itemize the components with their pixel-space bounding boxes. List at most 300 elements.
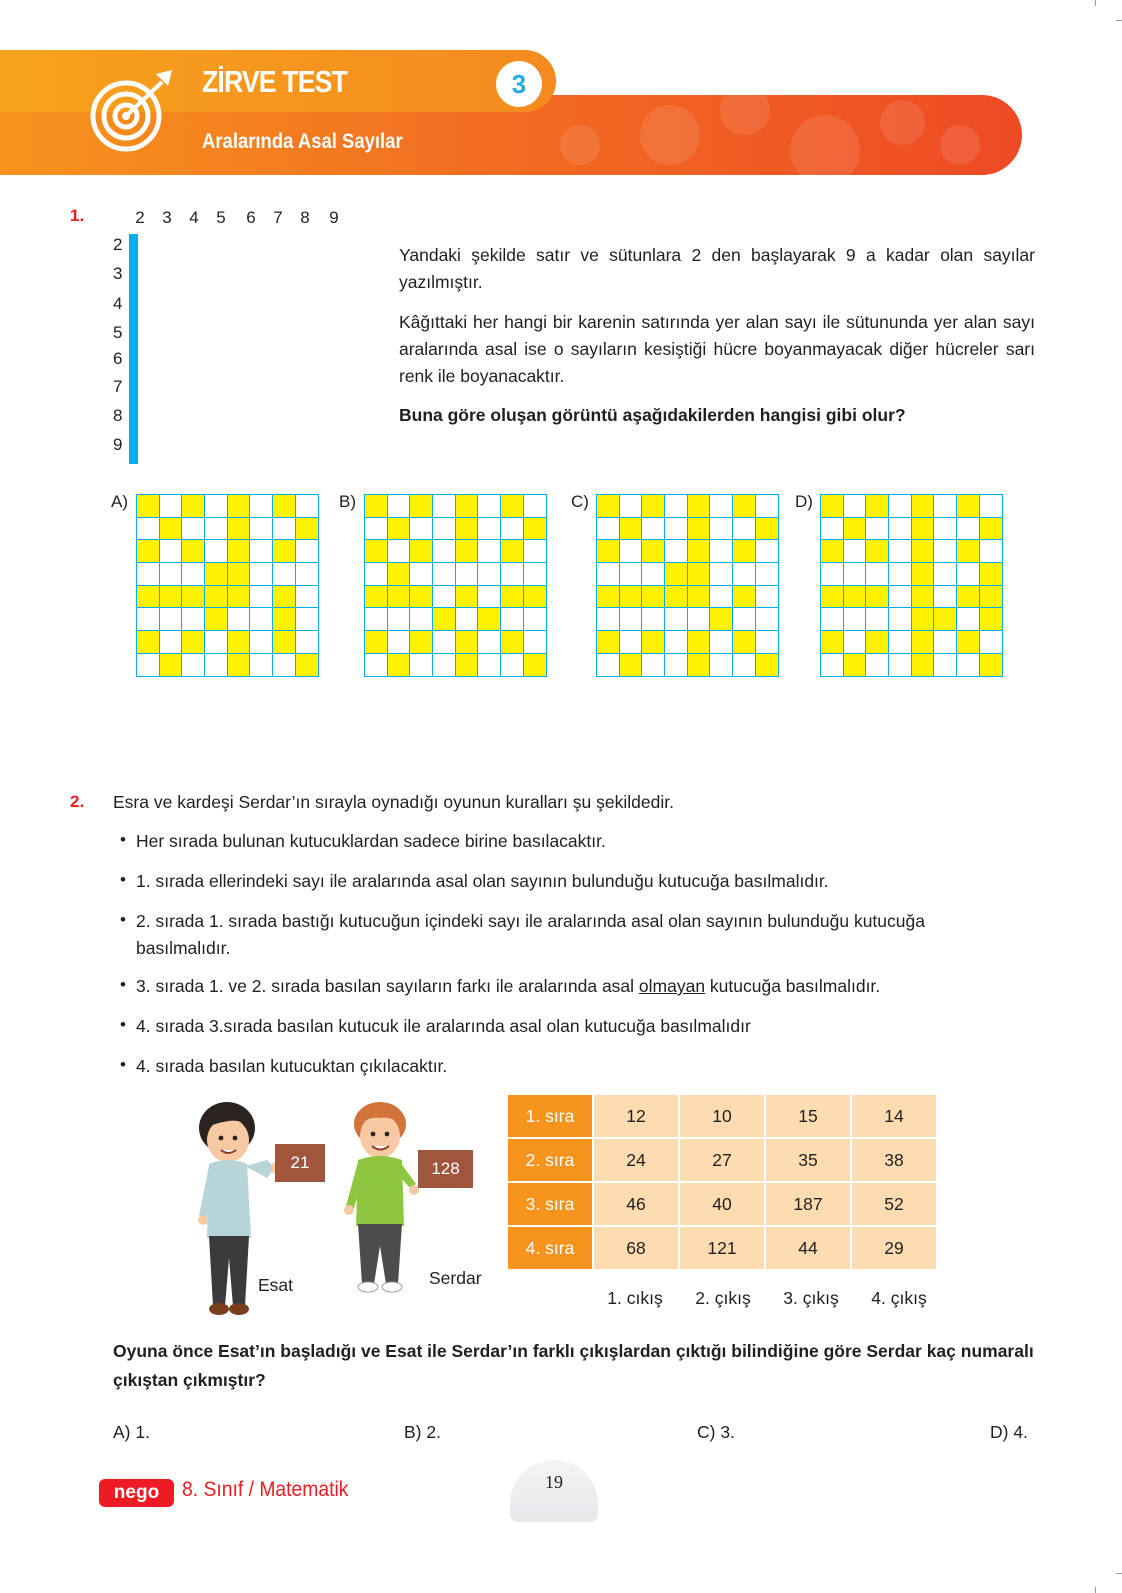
grid-row: [137, 631, 319, 654]
row-label: 4. sıra: [507, 1226, 593, 1270]
white-cell: [755, 563, 778, 586]
white-cell: [821, 563, 844, 586]
test-subtitle: Aralarında Asal Sayılar: [202, 130, 403, 153]
yellow-cell: [866, 540, 889, 563]
white-cell: [710, 540, 733, 563]
question-1-number: 1.: [70, 206, 85, 225]
number-box[interactable]: 29: [851, 1226, 937, 1270]
rule-4-underlined-word: olmayan: [638, 976, 706, 996]
white-cell: [733, 563, 756, 586]
yellow-cell: [911, 563, 934, 586]
yellow-cell: [273, 495, 296, 518]
yellow-cell: [733, 540, 756, 563]
grid-row: [130, 349, 138, 378]
yellow-cell: [821, 631, 844, 654]
grid-row: [130, 292, 138, 321]
white-cell: [523, 540, 546, 563]
esat-name: Esat: [258, 1275, 294, 1295]
white-cell: [642, 517, 665, 540]
grid-row: [821, 608, 1003, 631]
white-cell: [957, 653, 980, 676]
white-cell: [250, 563, 273, 586]
yellow-cell: [227, 585, 250, 608]
grid-row: [597, 585, 779, 608]
grid-cell: [137, 292, 138, 321]
crop-mark: [1116, 20, 1122, 21]
yellow-cell: [843, 653, 866, 676]
white-cell: [843, 540, 866, 563]
white-cell: [295, 631, 318, 654]
yellow-cell: [501, 631, 524, 654]
grid-row: [130, 377, 138, 406]
esat-number-card: 21: [275, 1144, 325, 1182]
column-number: 5: [216, 208, 226, 227]
white-cell: [934, 540, 957, 563]
yellow-cell: [227, 563, 250, 586]
white-cell: [433, 563, 456, 586]
number-box[interactable]: 40: [679, 1182, 765, 1226]
grid-row: [137, 495, 319, 518]
yellow-cell: [365, 585, 388, 608]
yellow-cell: [295, 517, 318, 540]
white-cell: [821, 653, 844, 676]
white-cell: [889, 495, 912, 518]
white-cell: [889, 653, 912, 676]
option-c-grid[interactable]: [596, 494, 779, 677]
white-cell: [250, 517, 273, 540]
yellow-cell: [597, 540, 620, 563]
exit-label-4: 4. çıkış: [871, 1288, 927, 1308]
bullet: •: [120, 830, 126, 849]
white-cell: [597, 563, 620, 586]
grid-cell: [137, 235, 138, 264]
white-cell: [295, 585, 318, 608]
option-d-grid[interactable]: [820, 494, 1003, 677]
white-cell: [889, 540, 912, 563]
white-cell: [501, 608, 524, 631]
white-cell: [250, 585, 273, 608]
exit-label-2: 2. çıkış: [695, 1288, 751, 1308]
white-cell: [365, 563, 388, 586]
number-box[interactable]: 121: [679, 1226, 765, 1270]
grid-row: [137, 653, 319, 676]
white-cell: [478, 631, 501, 654]
serdar-figure: [340, 1098, 430, 1298]
white-cell: [957, 517, 980, 540]
white-cell: [365, 517, 388, 540]
grid-row: [597, 495, 779, 518]
white-cell: [478, 585, 501, 608]
yellow-cell: [957, 495, 980, 518]
table-row: [507, 1094, 937, 1138]
number-box[interactable]: 44: [765, 1226, 851, 1270]
bullet: •: [120, 1055, 126, 1074]
white-cell: [665, 608, 688, 631]
white-cell: [137, 608, 160, 631]
white-cell: [979, 540, 1002, 563]
number-box[interactable]: 187: [765, 1182, 851, 1226]
grid-row: [821, 563, 1003, 586]
yellow-cell: [642, 631, 665, 654]
rule-5: 4. sırada 3.sırada basılan kutucuk ile aralarında asal olan kutucuğa basılmalıdır: [136, 1016, 751, 1036]
test-number-badge: 3: [496, 61, 542, 107]
yellow-cell: [687, 517, 710, 540]
white-cell: [478, 540, 501, 563]
white-cell: [619, 608, 642, 631]
white-cell: [866, 517, 889, 540]
white-cell: [410, 608, 433, 631]
option-a-grid[interactable]: [136, 494, 319, 677]
grid-row: [821, 540, 1003, 563]
yellow-cell: [295, 653, 318, 676]
white-cell: [866, 608, 889, 631]
column-number: 7: [273, 208, 283, 227]
yellow-cell: [979, 653, 1002, 676]
game-table: [506, 1093, 938, 1271]
yellow-cell: [387, 585, 410, 608]
white-cell: [866, 653, 889, 676]
grid-row: [130, 235, 138, 264]
white-cell: [250, 631, 273, 654]
white-cell: [455, 608, 478, 631]
yellow-cell: [934, 608, 957, 631]
yellow-cell: [387, 653, 410, 676]
yellow-cell: [410, 540, 433, 563]
white-cell: [137, 517, 160, 540]
grid-cell: [137, 435, 138, 464]
yellow-cell: [911, 517, 934, 540]
yellow-cell: [227, 495, 250, 518]
white-cell: [934, 563, 957, 586]
yellow-cell: [619, 653, 642, 676]
grid-row: [365, 653, 547, 676]
question-1-paragraph-1: Yandaki şekilde satır ve sütunlara 2 den başlayarak 9 a kadar olan sayılar yazılmıştır.: [399, 245, 1035, 292]
row-number: 3: [113, 264, 123, 283]
rule-4: [136, 973, 1036, 1000]
white-cell: [934, 585, 957, 608]
yellow-cell: [137, 495, 160, 518]
grid-cell: [137, 263, 138, 292]
row-label: 3. sıra: [507, 1182, 593, 1226]
white-cell: [433, 540, 456, 563]
white-cell: [889, 563, 912, 586]
exit-label-1: 1. cıkış: [607, 1288, 663, 1308]
white-cell: [957, 563, 980, 586]
white-cell: [755, 631, 778, 654]
yellow-cell: [227, 631, 250, 654]
yellow-cell: [755, 517, 778, 540]
yellow-cell: [137, 631, 160, 654]
white-cell: [205, 540, 228, 563]
grid-row: [365, 608, 547, 631]
yellow-cell: [205, 608, 228, 631]
option-b-label[interactable]: B): [339, 492, 356, 511]
option-d-label[interactable]: D): [795, 492, 813, 511]
column-number: 4: [189, 208, 199, 227]
white-cell: [478, 495, 501, 518]
white-cell: [934, 653, 957, 676]
grid-row: [137, 585, 319, 608]
yellow-cell: [159, 653, 182, 676]
white-cell: [523, 495, 546, 518]
yellow-cell: [755, 653, 778, 676]
rule-6: 4. sırada basılan kutucuktan çıkılacaktır.: [136, 1056, 448, 1076]
yellow-cell: [433, 608, 456, 631]
question-1-prompt: Buna göre oluşan görüntü aşağıdakilerden hangisi gibi olur?: [399, 405, 906, 425]
yellow-cell: [227, 540, 250, 563]
target-icon: [86, 68, 176, 158]
number-box[interactable]: 10: [679, 1094, 765, 1138]
option-c-label[interactable]: C): [571, 492, 589, 511]
yellow-cell: [182, 585, 205, 608]
white-cell: [433, 517, 456, 540]
bullet: •: [120, 975, 126, 994]
white-cell: [250, 653, 273, 676]
yellow-cell: [501, 540, 524, 563]
yellow-cell: [979, 517, 1002, 540]
white-cell: [889, 608, 912, 631]
answer-b[interactable]: B) 2.: [404, 1422, 441, 1442]
white-cell: [733, 653, 756, 676]
yellow-cell: [410, 585, 433, 608]
option-b-grid[interactable]: [364, 494, 547, 677]
white-cell: [687, 608, 710, 631]
yellow-cell: [455, 540, 478, 563]
grid-row: [365, 540, 547, 563]
yellow-cell: [642, 540, 665, 563]
white-cell: [821, 517, 844, 540]
white-cell: [182, 517, 205, 540]
yellow-cell: [137, 585, 160, 608]
yellow-cell: [733, 495, 756, 518]
white-cell: [889, 585, 912, 608]
crop-mark: [1095, 0, 1096, 6]
grid-row: [130, 435, 138, 464]
yellow-cell: [687, 631, 710, 654]
white-cell: [478, 563, 501, 586]
white-cell: [755, 608, 778, 631]
empty-grid: [129, 234, 138, 464]
white-cell: [642, 563, 665, 586]
yellow-cell: [979, 585, 1002, 608]
grid-cell: [137, 406, 138, 435]
grade-subject: 8. Sınıf / Matematik: [182, 1478, 349, 1501]
yellow-cell: [365, 631, 388, 654]
column-number: 2: [135, 208, 145, 227]
white-cell: [250, 608, 273, 631]
column-number: 3: [162, 208, 172, 227]
number-box[interactable]: 46: [593, 1182, 679, 1226]
white-cell: [619, 631, 642, 654]
white-cell: [410, 653, 433, 676]
yellow-cell: [911, 540, 934, 563]
grid-cell: [137, 377, 138, 406]
white-cell: [205, 631, 228, 654]
white-cell: [843, 608, 866, 631]
white-cell: [159, 563, 182, 586]
yellow-cell: [501, 495, 524, 518]
white-cell: [182, 608, 205, 631]
number-box[interactable]: 12: [593, 1094, 679, 1138]
yellow-cell: [227, 653, 250, 676]
yellow-cell: [619, 585, 642, 608]
grid-row: [597, 631, 779, 654]
yellow-cell: [159, 517, 182, 540]
yellow-cell: [597, 631, 620, 654]
grid-row: [365, 495, 547, 518]
grid-row: [821, 517, 1003, 540]
yellow-cell: [410, 631, 433, 654]
white-cell: [523, 563, 546, 586]
white-cell: [642, 653, 665, 676]
yellow-cell: [159, 585, 182, 608]
white-cell: [843, 631, 866, 654]
white-cell: [295, 495, 318, 518]
answer-c[interactable]: C) 3.: [697, 1422, 735, 1442]
yellow-cell: [979, 563, 1002, 586]
grid-row: [821, 631, 1003, 654]
white-cell: [665, 653, 688, 676]
white-cell: [182, 563, 205, 586]
white-cell: [159, 631, 182, 654]
white-cell: [501, 517, 524, 540]
yellow-cell: [410, 495, 433, 518]
rule-1: Her sırada bulunan kutucuklardan sadece birine basılacaktır.: [136, 831, 606, 851]
yellow-cell: [455, 517, 478, 540]
yellow-cell: [182, 631, 205, 654]
yellow-cell: [733, 631, 756, 654]
bullet: •: [120, 910, 126, 929]
yellow-cell: [843, 585, 866, 608]
white-cell: [501, 563, 524, 586]
yellow-cell: [866, 585, 889, 608]
grid-row: [365, 585, 547, 608]
yellow-cell: [523, 585, 546, 608]
white-cell: [934, 495, 957, 518]
row-number: 2: [113, 235, 123, 254]
white-cell: [433, 631, 456, 654]
white-cell: [619, 540, 642, 563]
white-cell: [410, 517, 433, 540]
yellow-cell: [478, 608, 501, 631]
grid-cell: [137, 320, 138, 349]
yellow-cell: [665, 563, 688, 586]
white-cell: [665, 540, 688, 563]
number-box[interactable]: 24: [593, 1138, 679, 1182]
yellow-cell: [455, 585, 478, 608]
yellow-cell: [597, 585, 620, 608]
number-box[interactable]: 15: [765, 1094, 851, 1138]
white-cell: [710, 631, 733, 654]
yellow-cell: [687, 495, 710, 518]
number-box[interactable]: 14: [851, 1094, 937, 1138]
white-cell: [733, 608, 756, 631]
yellow-cell: [911, 631, 934, 654]
yellow-cell: [642, 495, 665, 518]
white-cell: [387, 540, 410, 563]
number-box[interactable]: 52: [851, 1182, 937, 1226]
white-cell: [433, 653, 456, 676]
white-cell: [889, 517, 912, 540]
yellow-cell: [911, 585, 934, 608]
white-cell: [979, 631, 1002, 654]
white-cell: [433, 585, 456, 608]
yellow-cell: [979, 608, 1002, 631]
white-cell: [710, 653, 733, 676]
grid-row: [137, 540, 319, 563]
white-cell: [710, 495, 733, 518]
number-box[interactable]: 35: [765, 1138, 851, 1182]
number-box[interactable]: 68: [593, 1226, 679, 1270]
number-box[interactable]: 38: [851, 1138, 937, 1182]
white-cell: [523, 608, 546, 631]
white-cell: [295, 540, 318, 563]
yellow-cell: [957, 631, 980, 654]
yellow-cell: [455, 653, 478, 676]
white-cell: [478, 653, 501, 676]
row-label: 2. sıra: [507, 1138, 593, 1182]
grid-row: [137, 563, 319, 586]
grid-row: [597, 608, 779, 631]
yellow-cell: [687, 585, 710, 608]
grid-row: [137, 517, 319, 540]
rule-3-line-2: basılmalıdır.: [136, 938, 231, 958]
white-cell: [710, 563, 733, 586]
yellow-cell: [205, 563, 228, 586]
yellow-cell: [687, 563, 710, 586]
yellow-cell: [365, 540, 388, 563]
row-number: 7: [113, 377, 123, 396]
yellow-cell: [687, 653, 710, 676]
option-a-label[interactable]: A): [111, 492, 128, 511]
answer-d[interactable]: D) 4.: [990, 1422, 1028, 1442]
answer-a[interactable]: A) 1.: [113, 1422, 150, 1442]
white-cell: [733, 517, 756, 540]
white-cell: [710, 517, 733, 540]
yellow-cell: [957, 585, 980, 608]
number-box[interactable]: 27: [679, 1138, 765, 1182]
yellow-cell: [273, 540, 296, 563]
white-cell: [821, 608, 844, 631]
yellow-cell: [455, 631, 478, 654]
white-cell: [710, 585, 733, 608]
white-cell: [619, 495, 642, 518]
grid-row: [821, 495, 1003, 518]
white-cell: [501, 653, 524, 676]
grid-row: [365, 517, 547, 540]
white-cell: [250, 495, 273, 518]
white-cell: [159, 608, 182, 631]
rule-4-start: 3. sırada 1. ve 2. sırada basılan sayıların farkı ile aralarında asal: [136, 976, 639, 996]
grid-row: [597, 540, 779, 563]
white-cell: [597, 608, 620, 631]
yellow-cell: [821, 540, 844, 563]
column-number: 6: [246, 208, 256, 227]
white-cell: [755, 585, 778, 608]
yellow-cell: [619, 517, 642, 540]
bullet: •: [120, 870, 126, 889]
yellow-cell: [387, 563, 410, 586]
yellow-cell: [597, 495, 620, 518]
brand-logo: nego: [99, 1479, 174, 1507]
white-cell: [273, 563, 296, 586]
table-row: [507, 1138, 937, 1182]
grid-row: [130, 406, 138, 435]
rule-3-line-1: 2. sırada 1. sırada bastığı kutucuğun içindeki sayı ile aralarında asal olan sayının bulunduğu kutucuğa: [136, 911, 925, 931]
question-1-paragraph-2: Kâğıttaki her hangi bir karenin satırında yer alan sayı ile sütununda yer alan sayı aralarında asal ise o sayıların kesiştiği hücre boyanmayacak diğer hücreler sarı renk ile boyanacaktır.: [399, 312, 1035, 386]
yellow-cell: [843, 517, 866, 540]
white-cell: [455, 563, 478, 586]
